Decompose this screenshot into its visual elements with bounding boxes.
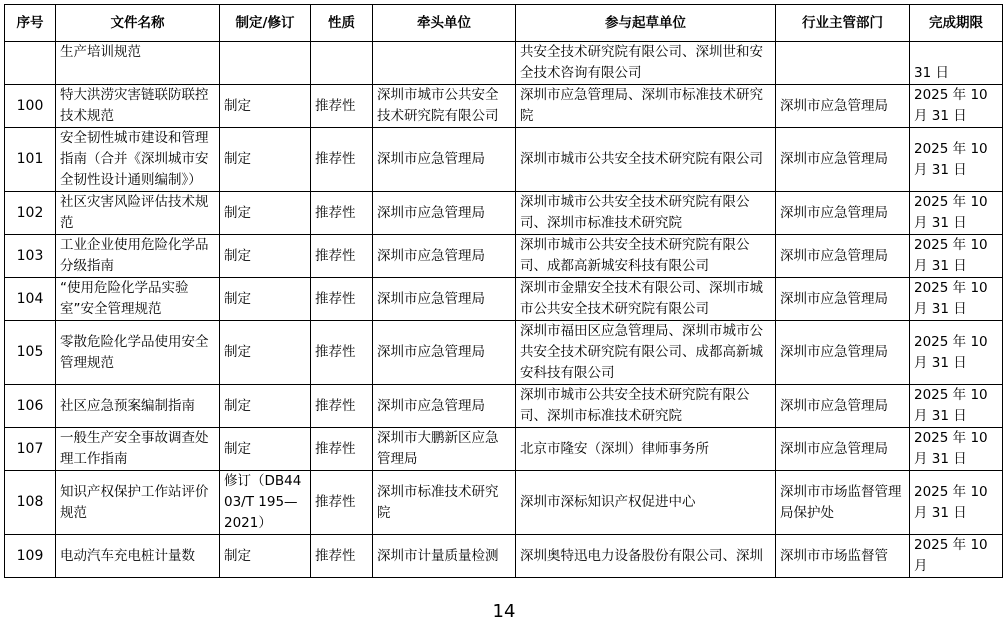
cell-deadline: 2025 年 10 月 31 日 — [910, 471, 1003, 535]
cell-participants: 深圳市城市公共安全技术研究院有限公司 — [516, 128, 776, 192]
cell-nature: 推荐性 — [311, 235, 373, 278]
header-row — [5, 5, 1003, 42]
cell-type: 制定 — [220, 128, 311, 192]
cell-no: 104 — [5, 278, 56, 321]
cell-participants: 北京市隆安（深圳）律师事务所 — [516, 428, 776, 471]
cell-name: 社区应急预案编制指南 — [56, 385, 220, 428]
cell-participants: 深圳市深标知识产权促进中心 — [516, 471, 776, 535]
cell-name: 特大洪涝灾害链联防联控技术规范 — [56, 85, 220, 128]
cell-nature: 推荐性 — [311, 321, 373, 385]
cell-nature: 推荐性 — [311, 535, 373, 578]
cell-type: 制定 — [220, 385, 311, 428]
cell-dept: 深圳市应急管理局 — [776, 192, 910, 235]
cell-lead: 深圳市标准技术研究院 — [373, 471, 516, 535]
cell-deadline: 2025 年 10 月 31 日 — [910, 385, 1003, 428]
cell-name: 电动汽车充电桩计量数 — [56, 535, 220, 578]
cell-deadline: 2025 年 10 月 — [910, 535, 1003, 578]
cell-type: 制定 — [220, 235, 311, 278]
cell-dept: 深圳市市场监督管 — [776, 535, 910, 578]
page-number: 14 — [492, 601, 516, 622]
cell-deadline: 31 日 — [910, 42, 1003, 85]
cell-name: 零散危险化学品使用安全管理规范 — [56, 321, 220, 385]
cell-lead: 深圳市计量质量检测 — [373, 535, 516, 578]
cell-no: 109 — [5, 535, 56, 578]
cell-no: 103 — [5, 235, 56, 278]
cell-dept: 深圳市应急管理局 — [776, 85, 910, 128]
cell-participants: 深圳市金鼎安全技术有限公司、深圳市城市公共安全技术研究院有限公司 — [516, 278, 776, 321]
header-no: 序号 — [5, 5, 56, 42]
table-row — [5, 385, 1003, 428]
cell-lead: 深圳市应急管理局 — [373, 278, 516, 321]
cell-participants: 深圳市福田区应急管理局、深圳市城市公共安全技术研究院有限公司、成都高新城安科技有限公司 — [516, 321, 776, 385]
cell-type — [220, 42, 311, 85]
table-row — [5, 42, 1003, 85]
cell-no: 107 — [5, 428, 56, 471]
cell-no — [5, 42, 56, 85]
header-name: 文件名称 — [56, 5, 220, 42]
cell-no: 102 — [5, 192, 56, 235]
cell-type: 制定 — [220, 428, 311, 471]
cell-no: 105 — [5, 321, 56, 385]
cell-nature: 推荐性 — [311, 278, 373, 321]
cell-participants: 深圳市应急管理局、深圳市标准技术研究院 — [516, 85, 776, 128]
cell-name: 生产培训规范 — [56, 42, 220, 85]
cell-deadline: 2025 年 10 月 31 日 — [910, 428, 1003, 471]
cell-deadline: 2025 年 10 月 31 日 — [910, 321, 1003, 385]
cell-name: 安全韧性城市建设和管理指南（合并《深圳城市安全韧性设计通则编制》） — [56, 128, 220, 192]
cell-dept: 深圳市应急管理局 — [776, 321, 910, 385]
cell-deadline: 2025 年 10 月 31 日 — [910, 235, 1003, 278]
cell-lead: 深圳市应急管理局 — [373, 192, 516, 235]
cell-type: 制定 — [220, 321, 311, 385]
header-deadline: 完成期限 — [910, 5, 1003, 42]
cell-lead — [373, 42, 516, 85]
cell-dept: 深圳市应急管理局 — [776, 235, 910, 278]
cell-name: 一般生产安全事故调查处理工作指南 — [56, 428, 220, 471]
header-lead: 牵头单位 — [373, 5, 516, 42]
cell-nature: 推荐性 — [311, 471, 373, 535]
cell-no: 108 — [5, 471, 56, 535]
cell-nature: 推荐性 — [311, 428, 373, 471]
cell-deadline: 2025 年 10 月 31 日 — [910, 128, 1003, 192]
table-row — [5, 471, 1003, 535]
cell-name: 知识产权保护工作站评价规范 — [56, 471, 220, 535]
cell-participants: 深圳市城市公共安全技术研究院有限公司、深圳市标准技术研究院 — [516, 192, 776, 235]
cell-no: 101 — [5, 128, 56, 192]
header-type: 制定/修订 — [220, 5, 311, 42]
standards-table — [4, 4, 1003, 578]
cell-nature: 推荐性 — [311, 385, 373, 428]
cell-participants: 深圳奥特迅电力设备股份有限公司、深圳 — [516, 535, 776, 578]
cell-nature — [311, 42, 373, 85]
cell-type: 制定 — [220, 278, 311, 321]
table-row — [5, 128, 1003, 192]
cell-lead: 深圳市应急管理局 — [373, 128, 516, 192]
table-row — [5, 321, 1003, 385]
cell-dept: 深圳市应急管理局 — [776, 385, 910, 428]
header-participants: 参与起草单位 — [516, 5, 776, 42]
cell-name: “使用危险化学品实验室”安全管理规范 — [56, 278, 220, 321]
cell-lead: 深圳市应急管理局 — [373, 385, 516, 428]
table-row — [5, 235, 1003, 278]
cell-no: 106 — [5, 385, 56, 428]
cell-lead: 深圳市应急管理局 — [373, 235, 516, 278]
cell-participants: 共安全技术研究院有限公司、深圳世和安全技术咨询有限公司 — [516, 42, 776, 85]
header-nature: 性质 — [311, 5, 373, 42]
cell-type: 制定 — [220, 85, 311, 128]
cell-no: 100 — [5, 85, 56, 128]
table-row — [5, 278, 1003, 321]
cell-lead: 深圳市应急管理局 — [373, 321, 516, 385]
cell-nature: 推荐性 — [311, 85, 373, 128]
cell-participants: 深圳市城市公共安全技术研究院有限公司、成都高新城安科技有限公司 — [516, 235, 776, 278]
table-row — [5, 428, 1003, 471]
cell-deadline: 2025 年 10 月 31 日 — [910, 192, 1003, 235]
cell-participants: 深圳市城市公共安全技术研究院有限公司、深圳市标准技术研究院 — [516, 385, 776, 428]
cell-dept: 深圳市市场监督管理局保护处 — [776, 471, 910, 535]
cell-type: 制定 — [220, 192, 311, 235]
cell-name: 社区灾害风险评估技术规范 — [56, 192, 220, 235]
cell-lead: 深圳市大鹏新区应急管理局 — [373, 428, 516, 471]
cell-nature: 推荐性 — [311, 192, 373, 235]
table-row — [5, 535, 1003, 578]
cell-dept: 深圳市应急管理局 — [776, 278, 910, 321]
cell-type: 修订（DB4403/T 195—2021） — [220, 471, 311, 535]
cell-type: 制定 — [220, 535, 311, 578]
header-dept: 行业主管部门 — [776, 5, 910, 42]
cell-dept: 深圳市应急管理局 — [776, 128, 910, 192]
cell-deadline: 2025 年 10 月 31 日 — [910, 278, 1003, 321]
cell-deadline: 2025 年 10 月 31 日 — [910, 85, 1003, 128]
table-row — [5, 192, 1003, 235]
cell-lead: 深圳市城市公共安全技术研究院有限公司 — [373, 85, 516, 128]
table-row — [5, 85, 1003, 128]
cell-name: 工业企业使用危险化学品分级指南 — [56, 235, 220, 278]
cell-nature: 推荐性 — [311, 128, 373, 192]
cell-dept — [776, 42, 910, 85]
cell-dept: 深圳市应急管理局 — [776, 428, 910, 471]
